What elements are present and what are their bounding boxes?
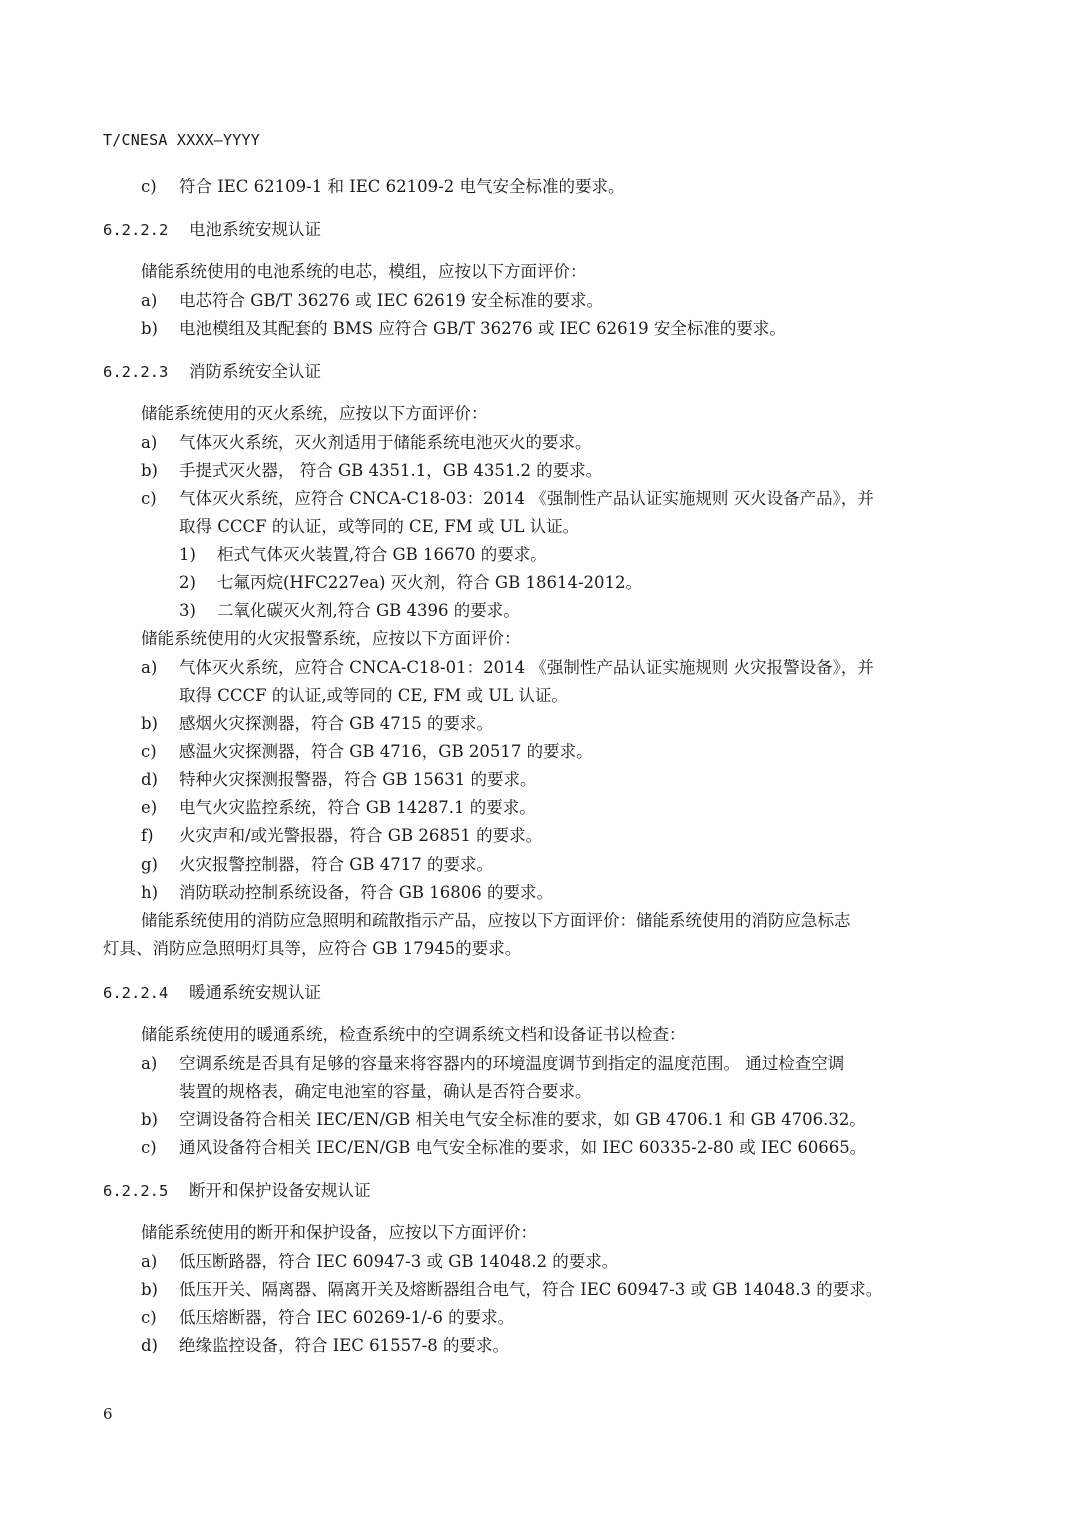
list-marker: a) bbox=[141, 1054, 158, 1073]
paragraph-continuation bbox=[103, 937, 521, 961]
list-marker: a) bbox=[141, 291, 158, 310]
list-item-continuation bbox=[179, 684, 568, 708]
line-text: 消防系统安全认证 bbox=[189, 362, 321, 381]
list-item bbox=[141, 487, 874, 511]
line-text: 消防联动控制系统设备，符合 GB 16806 的要求。 bbox=[179, 883, 554, 902]
list-item bbox=[141, 1136, 866, 1160]
paragraph bbox=[141, 627, 521, 651]
list-marker: b) bbox=[141, 1110, 158, 1129]
line-text: 火灾报警控制器，符合 GB 4717 的要求。 bbox=[179, 855, 494, 874]
list-marker: h) bbox=[141, 883, 159, 902]
list-item bbox=[141, 431, 592, 455]
line-text: 储能系统使用的断开和保护设备，应按以下方面评价： bbox=[141, 1223, 537, 1242]
list-item-continuation bbox=[179, 1080, 592, 1104]
line-text: 储能系统使用的暖通系统，检查系统中的空调系统文档和设备证书以检查： bbox=[141, 1025, 686, 1044]
line-text: 储能系统使用的电池系统的电芯，模组，应按以下方面评价： bbox=[141, 262, 587, 281]
list-marker: c) bbox=[141, 1138, 157, 1157]
list-item-continuation bbox=[179, 515, 579, 539]
list-item bbox=[141, 1108, 866, 1132]
list-marker: a) bbox=[141, 1252, 158, 1271]
line-text: 空调设备符合相关 IEC/EN/GB 相关电气安全标准的要求，如 GB 4706.1 和 GB 4706.32。 bbox=[179, 1110, 866, 1129]
list-item bbox=[141, 881, 553, 905]
list-item bbox=[141, 289, 603, 313]
sub-list-item bbox=[179, 543, 547, 567]
list-item bbox=[141, 1052, 844, 1076]
line-text: 储能系统使用的灭火系统，应按以下方面评价： bbox=[141, 404, 488, 423]
paragraph bbox=[141, 402, 488, 426]
line-text: 气体灭火系统，灭火剂适用于储能系统电池灭火的要求。 bbox=[179, 433, 592, 452]
list-marker: 3) bbox=[179, 601, 196, 620]
line-text: 灯具、消防应急照明灯具等，应符合 GB 17945的要求。 bbox=[103, 939, 522, 958]
line-text: 柜式气体灭火装置,符合 GB 16670 的要求。 bbox=[217, 545, 547, 564]
line-text: 七氟丙烷(HFC227ea) 灭火剂，符合 GB 18614-2012。 bbox=[217, 573, 643, 592]
paragraph bbox=[141, 1221, 537, 1245]
paragraph bbox=[141, 1023, 686, 1047]
list-item bbox=[141, 796, 536, 820]
line-text: 低压开关、隔离器、隔离开关及熔断器组合电气，符合 IEC 60947-3 或 GB 14048.3 的要求。 bbox=[179, 1280, 883, 1299]
list-item bbox=[141, 824, 542, 848]
list-item bbox=[141, 1334, 509, 1358]
paragraph bbox=[141, 909, 851, 933]
list-marker: c) bbox=[141, 489, 157, 508]
section-heading bbox=[103, 360, 321, 384]
list-item bbox=[141, 740, 593, 764]
line-text: 符合 IEC 62109-1 和 IEC 62109-2 电气安全标准的要求。 bbox=[179, 177, 625, 196]
list-marker: e) bbox=[141, 798, 158, 817]
line-text: 火灾声和/或光警报器，符合 GB 26851 的要求。 bbox=[179, 826, 543, 845]
list-item bbox=[141, 768, 537, 792]
line-text: 二氧化碳灭火剂,符合 GB 4396 的要求。 bbox=[217, 601, 520, 620]
section-number: 6.2.2.5 bbox=[103, 1182, 169, 1200]
paragraph bbox=[141, 260, 587, 284]
list-marker: 1) bbox=[179, 545, 196, 564]
section-number: 6.2.2.4 bbox=[103, 984, 169, 1002]
list-marker: d) bbox=[141, 1336, 158, 1355]
section-heading bbox=[103, 981, 321, 1005]
list-marker: b) bbox=[141, 461, 158, 480]
list-marker: b) bbox=[141, 714, 158, 733]
line-text: 特种火灾探测报警器，符合 GB 15631 的要求。 bbox=[179, 770, 537, 789]
section-heading bbox=[103, 218, 321, 242]
line-text: 通风设备符合相关 IEC/EN/GB 电气安全标准的要求，如 IEC 60335-2-80 或 IEC 60665。 bbox=[179, 1138, 867, 1157]
list-item bbox=[141, 712, 493, 736]
list-item bbox=[141, 317, 786, 341]
line-text: 储能系统使用的消防应急照明和疏散指示产品，应按以下方面评价：储能系统使用的消防应急标志 bbox=[141, 911, 851, 930]
document-header: T/CNESA XXXX—YYYY bbox=[103, 131, 260, 149]
section-heading bbox=[103, 1179, 371, 1203]
line-text: 绝缘监控设备，符合 IEC 61557-8 的要求。 bbox=[179, 1336, 509, 1355]
line-text: 感烟火灾探测器，符合 GB 4715 的要求。 bbox=[179, 714, 494, 733]
list-marker: 2) bbox=[179, 573, 196, 592]
sub-list-item bbox=[179, 571, 642, 595]
section-number: 6.2.2.3 bbox=[103, 363, 169, 381]
sub-list-item bbox=[179, 599, 520, 623]
list-item bbox=[141, 656, 874, 680]
line-text: 电池系统安规认证 bbox=[189, 220, 321, 239]
list-marker: a) bbox=[141, 433, 158, 452]
list-item bbox=[141, 459, 602, 483]
line-text: 储能系统使用的火灾报警系统，应按以下方面评价： bbox=[141, 629, 521, 648]
line-text: 取得 CCCF 的认证,或等同的 CE, FM 或 UL 认证。 bbox=[179, 686, 568, 705]
line-text: 装置的规格表，确定电池室的容量，确认是否符合要求。 bbox=[179, 1082, 592, 1101]
list-marker: a) bbox=[141, 658, 158, 677]
list-marker: c) bbox=[141, 742, 157, 761]
list-item bbox=[141, 1306, 514, 1330]
list-marker: c) bbox=[141, 1308, 157, 1327]
line-text: 电气火灾监控系统，符合 GB 14287.1 的要求。 bbox=[179, 798, 536, 817]
list-item bbox=[141, 853, 493, 877]
list-item bbox=[141, 1250, 618, 1274]
line-text: 暖通系统安规认证 bbox=[189, 983, 321, 1002]
line-text: 低压断路器，符合 IEC 60947-3 或 GB 14048.2 的要求。 bbox=[179, 1252, 619, 1271]
line-text: 取得 CCCF 的认证，或等同的 CE, FM 或 UL 认证。 bbox=[179, 517, 580, 536]
line-text: 低压熔断器，符合 IEC 60269-1/-6 的要求。 bbox=[179, 1308, 515, 1327]
page-number: 6 bbox=[103, 1405, 113, 1423]
list-marker: d) bbox=[141, 770, 158, 789]
line-text: 电池模组及其配套的 BMS 应符合 GB/T 36276 或 IEC 62619 安全标准的要求。 bbox=[179, 319, 786, 338]
section-number: 6.2.2.2 bbox=[103, 221, 169, 239]
list-marker: b) bbox=[141, 319, 158, 338]
line-text: 电芯符合 GB/T 36276 或 IEC 62619 安全标准的要求。 bbox=[179, 291, 604, 310]
line-text: 空调系统是否具有足够的容量来将容器内的环境温度调节到指定的温度范围。 通过检查空调 bbox=[179, 1054, 845, 1073]
list-marker: c) bbox=[141, 177, 157, 196]
list-item bbox=[141, 175, 624, 199]
line-text: 气体灭火系统，应符合 CNCA-C18-03：2014 《强制性产品认证实施规则 灭火设备产品》，并 bbox=[179, 489, 874, 508]
list-marker: f) bbox=[141, 826, 154, 845]
line-text: 断开和保护设备安规认证 bbox=[189, 1181, 371, 1200]
line-text: 手提式灭火器， 符合 GB 4351.1，GB 4351.2 的要求。 bbox=[179, 461, 603, 480]
list-item bbox=[141, 1278, 882, 1302]
line-text: 感温火灾探测器，符合 GB 4716，GB 20517 的要求。 bbox=[179, 742, 593, 761]
line-text: 气体灭火系统，应符合 CNCA-C18-01：2014 《强制性产品认证实施规则 火灾报警设备》，并 bbox=[179, 658, 874, 677]
list-marker: b) bbox=[141, 1280, 158, 1299]
list-marker: g) bbox=[141, 855, 158, 874]
